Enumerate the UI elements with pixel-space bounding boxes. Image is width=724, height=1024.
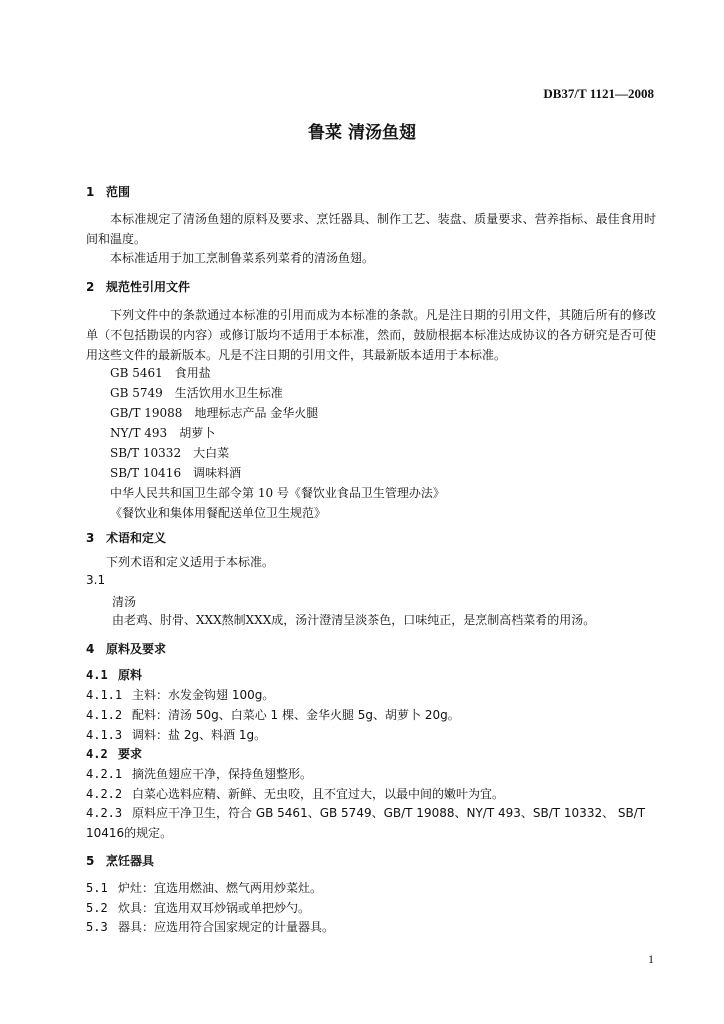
section-number: 4 (86, 642, 95, 656)
reference-item: SB/T 10332 大白菜 (110, 446, 230, 460)
clause-text: 炉灶：宜选用燃油、燃气两用炒菜灶。 (118, 881, 323, 895)
reference-item: GB 5461 食用盐 (110, 366, 211, 380)
clause-text: 配料：清汤 50g、白菜心 1 棵、金华火腿 5g、胡萝卜 20g。 (132, 708, 460, 722)
clause-number: 5.3 (86, 920, 108, 934)
section-5-heading (86, 852, 154, 869)
section-title: 烹饪器具 (106, 854, 155, 868)
clause-4-2-2 (86, 785, 504, 802)
clause-number: 4.2 (86, 747, 108, 761)
clause-number: 4.1.2 (86, 708, 123, 722)
clause-5-2 (86, 899, 310, 916)
section-title: 原料及要求 (106, 642, 167, 656)
document-title: 鲁菜 清汤鱼翅 (308, 123, 416, 143)
reference-item: 中华人民共和国卫生部令第 10 号《餐饮业食品卫生管理办法》 (110, 486, 445, 500)
clause-title: 要求 (118, 747, 143, 761)
clause-4-2 (86, 745, 142, 762)
section-number: 3 (86, 531, 95, 545)
reference-item: NY/T 493 胡萝卜 (110, 426, 216, 440)
clause-text: 白菜心选料应精、新鲜、无虫咬，且不宜过大，以最中间的嫩叶为宜。 (132, 787, 505, 801)
clause-number: 4.2.1 (86, 767, 123, 781)
section-3-heading (86, 529, 166, 546)
clause-number: 5.1 (86, 881, 108, 895)
clause-4-1 (86, 666, 142, 683)
term-definition: 由老鸡、肘骨、XXX熬制XXX成，汤汁澄清呈淡茶色，口味纯正，是烹制高档菜肴的用汤。 (112, 613, 596, 627)
reference-item: SB/T 10416 调味料酒 (110, 466, 242, 480)
section-1-paragraph-1: 本标准规定了清汤鱼翅的原料及要求、烹饪器具、制作工艺、装盘、质量要求、营养指标、最佳食用时间和温度。 (86, 212, 656, 246)
clause-5-1 (86, 879, 322, 896)
clause-4-1-2 (86, 706, 460, 723)
clause-4-1-1 (86, 686, 274, 703)
section-1-heading (86, 183, 130, 200)
clause-number: 4.1.3 (86, 728, 123, 742)
clause-text: 主料：水发金钩翅 100g。 (132, 688, 275, 702)
section-1-paragraph-2: 本标准适用于加工烹制鲁菜系列菜肴的清汤鱼翅。 (110, 251, 375, 265)
term-name: 清汤 (112, 595, 137, 609)
section-number: 2 (86, 280, 95, 294)
reference-item: GB/T 19088 地理标志产品 金华火腿 (110, 406, 319, 420)
section-title: 术语和定义 (106, 531, 167, 545)
clause-text: 摘洗鱼翅应干净，保持鱼翅整形。 (132, 767, 313, 781)
section-number: 5 (86, 854, 95, 868)
reference-item: GB 5749 生活饮用水卫生标准 (110, 386, 283, 400)
clause-text: 炊具：宜选用双耳炒锅或单把炒勺。 (118, 901, 311, 915)
reference-item: 《餐饮业和集体用餐配送单位卫生规范》 (110, 506, 327, 520)
clause-number: 4.1.1 (86, 688, 123, 702)
section-2-paragraph: 下列文件中的条款通过本标准的引用而成为本标准的条款。凡是注日期的引用文件，其随后所有的修改单（不包括勘误的内容）或修订版均不适用于本标准，然而，鼓励根据本标准达成协议的各方研究是否可使用这些文件的最新版本。凡是不注日期的引用文件，其最新版本适用于本标准。 (86, 308, 656, 362)
clause-4-2-3 (86, 803, 656, 843)
clause-number: 5.2 (86, 901, 108, 915)
section-3-intro: 下列术语和定义适用于本标准。 (106, 555, 275, 569)
clause-number: 4.1 (86, 668, 108, 682)
page-number: 1 (648, 952, 654, 966)
clause-4-1-3 (86, 726, 266, 743)
clause-text: 调料：盐 2g、料酒 1g。 (132, 728, 267, 742)
clause-5-3 (86, 918, 334, 935)
section-2-heading (86, 278, 190, 295)
clause-number: 4.2.3 (86, 806, 123, 820)
clause-title: 原料 (118, 668, 143, 682)
clause-text: 原料应干净卫生，符合 GB 5461、GB 5749、GB/T 19088、NY/T 493、SB/T 10332、 SB/T 10416的规定。 (86, 806, 646, 840)
clause-text: 器具：应选用符合国家规定的计量器具。 (118, 920, 335, 934)
standard-number: DB37/T 1121—2008 (543, 86, 654, 101)
clause-3-1-number: 3.1 (86, 573, 106, 587)
section-title: 规范性引用文件 (106, 280, 191, 294)
clause-number: 4.2.2 (86, 787, 123, 801)
section-4-heading (86, 640, 166, 657)
clause-4-2-1 (86, 765, 312, 782)
section-number: 1 (86, 185, 95, 199)
section-title: 范围 (106, 185, 131, 199)
